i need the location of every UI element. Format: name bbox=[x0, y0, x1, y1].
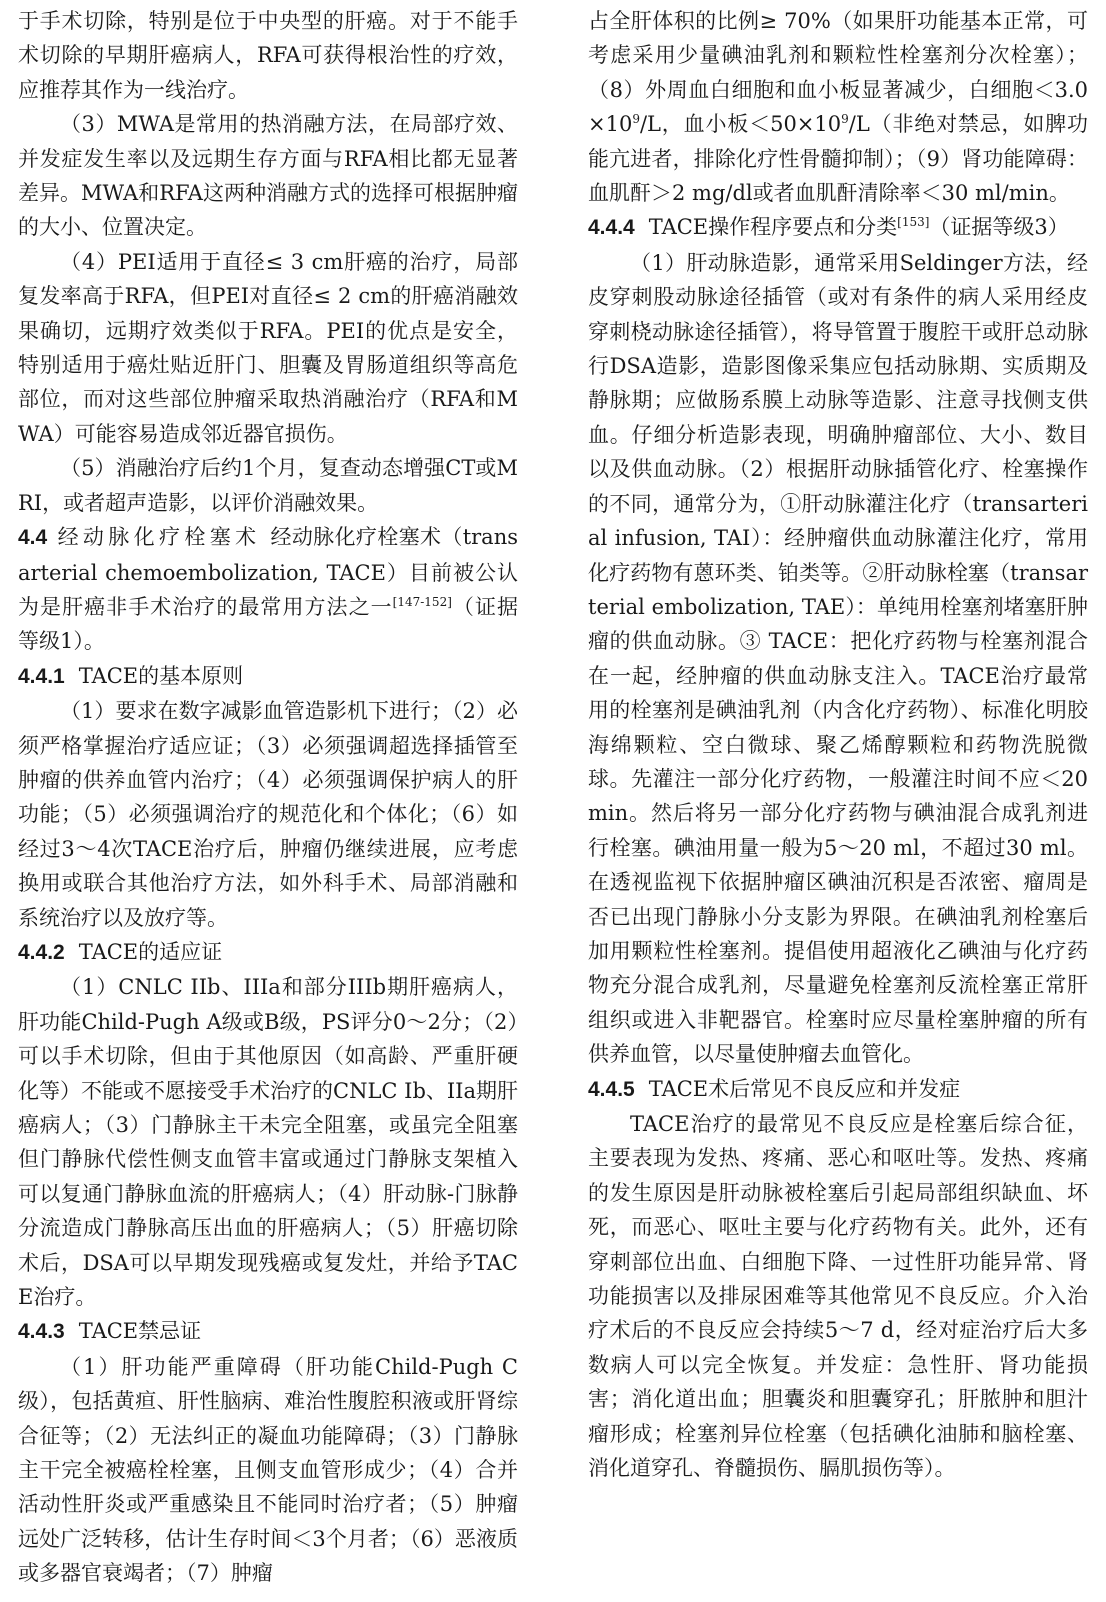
text-run: /L（非绝对禁忌，如脾功能亢进者，排除化疗性骨髓抑制）；（9）肾功能障碍：血肌酐＞2 mg/dl或者血肌酐清除率＜30 ml/min。 bbox=[588, 112, 1088, 206]
paragraph: 于手术切除，特别是位于中央型的肝癌。对于不能手术切除的早期肝癌病人，RFA可获得根治性的疗效，应推荐其作为一线治疗。 bbox=[18, 9, 518, 102]
section-4-4 bbox=[18, 520, 518, 659]
subsection-heading bbox=[588, 1072, 1088, 1107]
subsection-title: TACE术后常见不良反应和并发症 bbox=[648, 1076, 961, 1101]
right-column bbox=[588, 4, 1088, 1602]
paragraph: （1）CNLC IIb、IIIa和部分IIIb期肝癌病人，肝功能Child-Pugh A级或B级，PS评分0～2分；（2）可以手术切除，但由于其他原因（如高龄、严重肝硬化等）不能或不愿接受手术治疗的CNLC Ib、IIa期肝癌病人；（3）门静脉主干未完全阻塞，或虽完全阻塞但门静脉代偿性侧支血管丰富或通过门静脉支架植入可以复通门静脉血流的肝癌病人；（4）肝动脉-门脉静分流造成门静脉高压出血的肝癌病人；（5）肝癌切除术后，DSA可以早期发现残癌或复发灶，并给予TACE治疗。 bbox=[18, 975, 518, 1310]
paragraph: （3）MWA是常用的热消融方法，在局部疗效、并发症发生率以及远期生存方面与RFA相比都无显著差异。MWA和RFA这两种消融方式的选择可根据肿瘤的大小、位置决定。 bbox=[18, 112, 518, 240]
paragraph bbox=[588, 4, 1088, 210]
superscript: 9 bbox=[841, 112, 849, 127]
evidence-level: （证据等级1）。 bbox=[18, 594, 519, 654]
subsection-number: 4.4.2 bbox=[18, 940, 65, 964]
subsection-title: TACE的适应证 bbox=[78, 939, 223, 964]
section-text: 经动脉化疗栓塞术（transarterial chemoembolization, TACE）目前被公认为是肝癌非手术治疗的最常用方法之一 bbox=[18, 525, 518, 619]
left-column bbox=[18, 4, 518, 1602]
text-run: /L，血小板＜50×10 bbox=[639, 112, 842, 137]
subsection-number: 4.4.1 bbox=[18, 664, 65, 688]
superscript: 9 bbox=[632, 112, 640, 127]
citation: [147-152] bbox=[392, 594, 452, 609]
section-number: 4.4 bbox=[18, 526, 48, 550]
evidence-level: （证据等级3） bbox=[929, 215, 1069, 240]
subsection-title: TACE操作程序要点和分类 bbox=[648, 215, 898, 240]
paragraph: TACE治疗的最常见不良反应是栓塞后综合征，主要表现为发热、疼痛、恶心和呕吐等。发热、疼痛的发生原因是肝动脉被栓塞后引起局部组织缺血、坏死，而恶心、呕吐主要与化疗药物有关。此外，还有穿刺部位出血、白细胞下降、一过性肝功能异常、肾功能损害以及排尿困难等其他常见不良反应。介入治疗术后的不良反应会持续5～7 d，经对症治疗后大多数病人可以完全恢复。并发症：急性肝、肾功能损害；消化道出血；胆囊炎和胆囊穿孔；肝脓肿和胆汁瘤形成；栓塞剂异位栓塞（包括碘化油肺和脑栓塞、消化道穿孔、脊髓损伤、膈肌损伤等）。 bbox=[588, 1112, 1088, 1481]
subsection-heading bbox=[18, 935, 518, 970]
subsection-heading bbox=[18, 659, 518, 694]
paragraph: （1）肝动脉造影，通常采用Seldinger方法，经皮穿刺股动脉途径插管（或对有条件的病人采用经皮穿刺桡动脉途径插管），将导管置于腹腔干或肝总动脉行DSA造影，造影图像采集应包括动脉期、实质期及静脉期；应做肠系膜上动脉等造影、注意寻找侧支供血。仔细分析造影表现，明确肿瘤部位、大小、数目以及供血动脉。（2）根据肝动脉插管化疗、栓塞操作的不同，通常分为，①肝动脉灌注化疗（transarterial infusion, TAI）：经肿瘤供血动脉灌注化疗，常用化疗药物有蒽环类、铂类等。②肝动脉栓塞（transarterial embolization, TAE）：单纯用栓塞剂堵塞肝肿瘤的供血动脉。③ TACE：把化疗药物与栓塞剂混合在一起，经肿瘤的供血动脉支注入。TACE治疗最常用的栓塞剂是碘油乳剂（内含化疗药物）、标准化明胶海绵颗粒、空白微球、聚乙烯醇颗粒和药物洗脱微球。先灌注一部分化疗药物，一般灌注时间不应＜20 min。然后将另一部分化疗药物与碘油混合成乳剂进行栓塞。碘油用量一般为5～20 ml，不超过30 ml。在透视监视下依据肿瘤区碘油沉积是否浓密、瘤周是否已出现门静脉小分支影为界限。在碘油乳剂栓塞后加用颗粒性栓塞剂。提倡使用超液化乙碘油与化疗药物充分混合成乳剂，尽量避免栓塞剂反流栓塞正常肝组织或进入非靶器官。栓塞时应尽量栓塞肿瘤的所有供养血管，以尽量使肿瘤去血管化。 bbox=[588, 250, 1088, 1067]
citation: [153] bbox=[897, 215, 930, 230]
subsection-number: 4.4.5 bbox=[588, 1077, 635, 1101]
section-title: 经动脉化疗栓塞术 bbox=[57, 525, 261, 550]
subsection-title: TACE禁忌证 bbox=[78, 1319, 202, 1344]
subsection-number: 4.4.3 bbox=[18, 1320, 65, 1344]
paragraph: （5）消融治疗后约1个月，复查动态增强CT或MRI，或者超声造影，以评价消融效果。 bbox=[18, 456, 518, 515]
paragraph: （1）要求在数字减影血管造影机下进行；（2）必须严格掌握治疗适应证；（3）必须强调超选择插管至肿瘤的供养血管内治疗；（4）必须强调保护病人的肝功能；（5）必须强调治疗的规范化和个体化；（6）如经过3～4次TACE治疗后，肿瘤仍继续进展，应考虑换用或联合其他治疗方法，如外科手术、局部消融和系统治疗以及放疗等。 bbox=[18, 699, 518, 930]
subsection-number: 4.4.4 bbox=[588, 216, 635, 240]
text-run: 占全肝体积的比例≥ 70%（如果肝功能基本正常，可考虑采用少量碘油乳剂和颗粒性栓塞剂分次栓塞）；（8）外周血白细胞和血小板显著减少，白细胞＜3.0×10 bbox=[588, 9, 1088, 137]
subsection-heading bbox=[18, 1314, 518, 1349]
paragraph: （1）肝功能严重障碍（肝功能Child-Pugh C级），包括黄疸、肝性脑病、难治性腹腔积液或肝肾综合征等；（2）无法纠正的凝血功能障碍；（3）门静脉主干完全被癌栓栓塞，且侧支血管形成少；（4）合并活动性肝炎或严重感染且不能同时治疗者；（5）肿瘤远处广泛转移，估计生存时间＜3个月者；（6）恶液质或多器官衰竭者；（7）肿瘤 bbox=[18, 1354, 518, 1586]
subsection-title: TACE的基本原则 bbox=[78, 663, 244, 688]
subsection-heading bbox=[588, 210, 1088, 245]
paragraph: （4）PEI适用于直径≤ 3 cm肝癌的治疗，局部复发率高于RFA，但PEI对直径≤ 2 cm的肝癌消融效果确切，远期疗效类似于RFA。PEI的优点是安全，特别适用于癌灶贴近肝门、胆囊及胃肠道组织等高危部位，而对这些部位肿瘤采取热消融治疗（RFA和MWA）可能容易造成邻近器官损伤。 bbox=[18, 249, 518, 446]
